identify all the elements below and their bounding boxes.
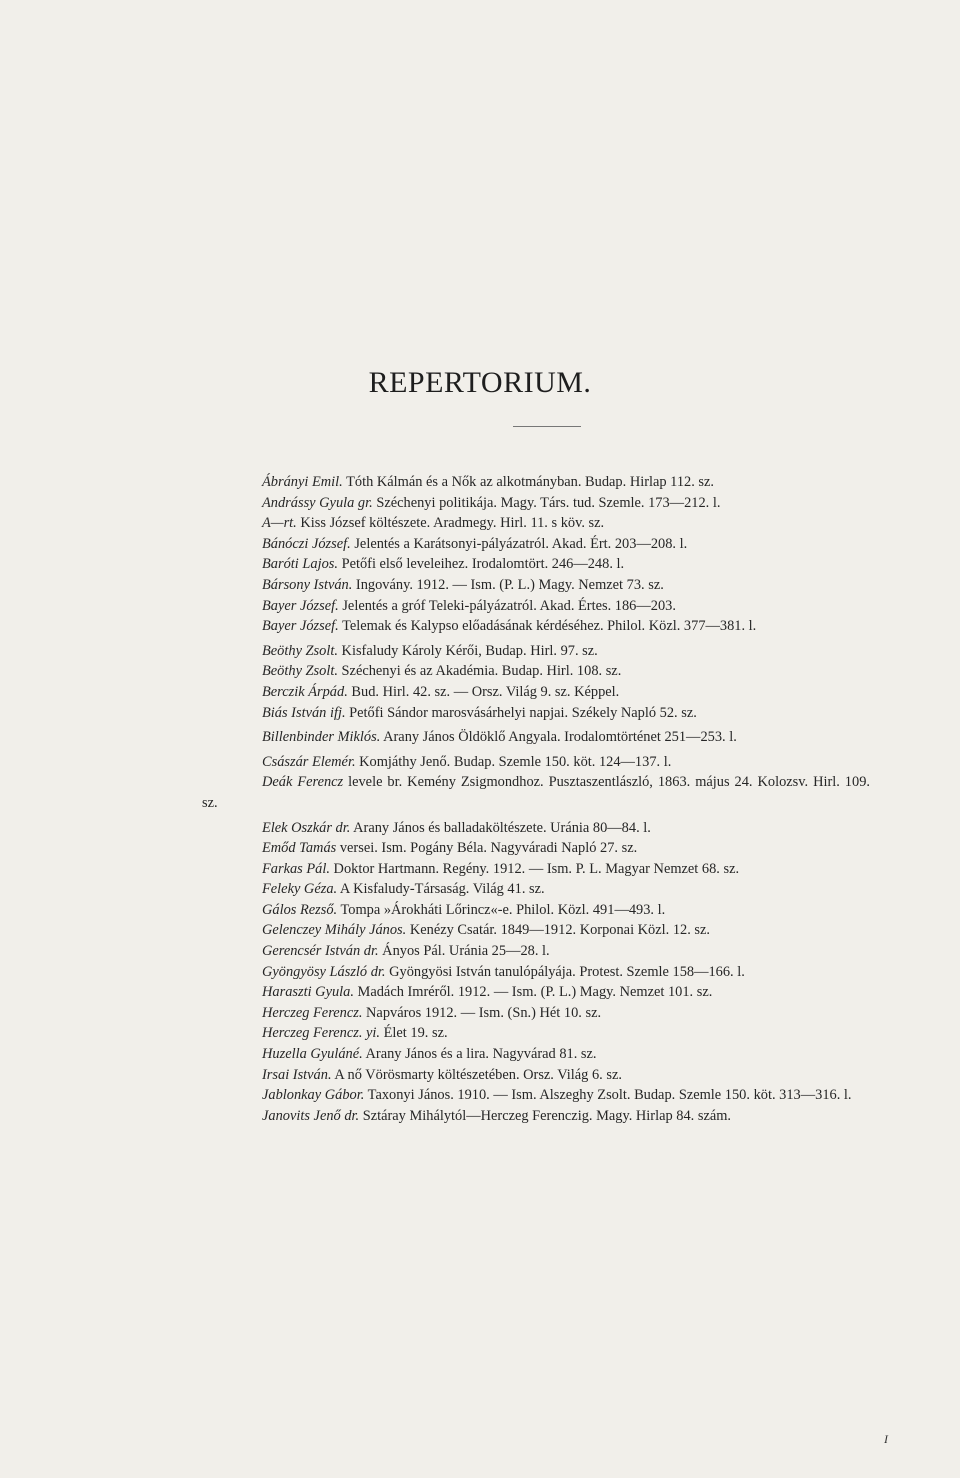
entry-text: Jelentés a gróf Teleki-pályázatról. Akad. Értes. 186—203. [338, 597, 676, 614]
entry-author: Andrássy Gyula gr. [262, 494, 373, 511]
entry-author: Biás István ifj. [262, 704, 346, 721]
entry-author: Haraszti Gyula. [262, 984, 354, 1001]
entry-text: Telemak és Kalypso előadásának kérdéséhez. Philol. Közl. 377—381. l. [338, 618, 757, 635]
entry-text: Tóth Kálmán és a Nők az alkotmányban. Budap. Hirlap 112. sz. [342, 474, 715, 490]
entry-author: Herczeg Ferencz. [262, 1004, 363, 1021]
bibliography-entry [202, 772, 870, 813]
entry-text: Tompa »Árokháti Lőrincz«-e. Philol. Közl. 491—493. l. [337, 901, 666, 918]
entry-author: Elek Oszkár dr. [262, 819, 351, 836]
entry-author: Bayer József. [262, 618, 339, 635]
entry-text: Doktor Hartmann. Regény. 1912. — Ism. P. L. Magyar Nemzet 68. sz. [329, 860, 740, 877]
bibliography-entry [202, 941, 870, 962]
bibliography-entry [202, 1106, 870, 1127]
bibliography-entry [202, 641, 870, 662]
bibliography-entry [202, 1065, 870, 1086]
bibliography-entry [202, 900, 870, 921]
entry-text: versei. Ism. Pogány Béla. Nagyváradi Napló 27. sz. [336, 840, 638, 857]
entry-author: Beöthy Zsolt. [262, 663, 338, 680]
bibliography-entry [202, 879, 870, 900]
entry-text: Arany János és a lira. Nagyvárad 81. sz. [362, 1046, 597, 1063]
bibliography-entry [202, 818, 870, 839]
entry-text: A nő Vörösmarty költészetében. Orsz. Világ 6. sz. [331, 1066, 622, 1083]
bibliography-entry [202, 616, 870, 637]
entry-text: Madách Imréről. 1912. — Ism. (P. L.) Magy. Nemzet 101. sz. [353, 984, 713, 1001]
page-title: REPERTORIUM. [368, 366, 592, 399]
bibliography-entry [202, 534, 870, 555]
entry-text: Petőfi első leveleihez. Irodalomtört. 246—248. l. [337, 556, 625, 573]
bibliography-entry [202, 575, 870, 596]
entry-text: Taxonyi János. 1910. — Ism. Alszeghy Zsolt. Budap. Szemle 150. köt. 313—316. l. [364, 1087, 852, 1104]
entry-author: A—rt. [262, 515, 297, 532]
bibliography-entry [202, 1023, 870, 1044]
entry-author: Huzella Gyuláné. [262, 1046, 363, 1063]
entry-author: Császár Elemér. [262, 753, 356, 770]
entry-author: Bayer József. [262, 597, 339, 614]
entry-author: Herczeg Ferencz. yi. [262, 1025, 381, 1042]
entry-text: Kisfaludy Károly Kérői, Budap. Hirl. 97. sz. [337, 642, 598, 659]
bibliography-entry [202, 838, 870, 859]
entry-author: Billenbinder Miklós. [262, 729, 381, 746]
entry-text: Sztáray Mihálytól—Herczeg Ferenczig. Magy. Hirlap 84. szám. [359, 1107, 732, 1124]
bibliography-entry [202, 682, 870, 703]
bibliography-entry [202, 962, 870, 983]
bibliography-entry [202, 752, 870, 773]
entry-text: Ingovány. 1912. — Ism. (P. L.) Magy. Nemzet 73. sz. [352, 576, 664, 593]
bibliography-entry [202, 1003, 870, 1024]
entry-text: Széchenyi politikája. Magy. Társ. tud. Szemle. 173—212. l. [372, 494, 721, 511]
entry-author: Baróti Lajos. [262, 556, 338, 573]
entry-text: Kenézy Csatár. 1849—1912. Korponai Közl. 12. sz. [406, 922, 711, 939]
bibliography-entry [202, 1085, 870, 1106]
bibliography-entry [202, 859, 870, 880]
bibliography-entry [202, 493, 870, 514]
entry-text: Ányos Pál. Uránia 25—28. l. [378, 943, 550, 960]
entry-author: Bársony István. [262, 576, 353, 593]
entry-text: levele br. Kemény Zsigmondhoz. Pusztaszentlászló, 1863. május 24. Kolozsv. Hirl. 109. sz. [202, 774, 870, 811]
entry-text: Petőfi Sándor marosvásárhelyi napjai. Székely Napló 52. sz. [345, 704, 697, 721]
entry-author: Jablonkay Gábor. [262, 1087, 365, 1104]
bibliography-entry [202, 982, 870, 1003]
printer-mark: I [884, 1432, 888, 1446]
entry-text: Bud. Hirl. 42. sz. — Orsz. Világ 9. sz. Képpel. [347, 683, 620, 700]
entry-author: Janovits Jenő dr. [262, 1107, 360, 1124]
entry-author: Beöthy Zsolt. [262, 642, 338, 659]
entry-text: Gyöngyösi István tanulópályája. Protest. Szemle 158—166. l. [385, 963, 745, 980]
bibliography-entry [202, 513, 870, 534]
bibliography-list [202, 472, 870, 1126]
entry-author: Ábrányi Emil. [262, 474, 343, 490]
entry-text: Napváros 1912. — Ism. (Sn.) Hét 10. sz. [362, 1004, 602, 1021]
bibliography-entry [202, 703, 870, 724]
entry-text: Komjáthy Jenő. Budap. Szemle 150. köt. 124—137. l. [355, 753, 672, 770]
entry-author: Gyöngyösy László dr. [262, 963, 386, 980]
entry-author: Emőd Tamás [262, 840, 337, 857]
bibliography-entry [202, 920, 870, 941]
entry-author: Bánóczi József. [262, 535, 351, 552]
entry-author: Irsai István. [262, 1066, 332, 1083]
bibliography-entry [202, 661, 870, 682]
bibliography-entry [202, 596, 870, 617]
entry-text: Kiss József költészete. Aradmegy. Hirl. 11. s köv. sz. [296, 515, 605, 532]
entry-text: A Kisfaludy-Társaság. Világ 41. sz. [337, 881, 545, 898]
entry-author: Gálos Rezső. [262, 901, 338, 918]
entry-text: Jelentés a Karátsonyi-pályázatról. Akad. Ért. 203—208. l. [350, 535, 688, 552]
bibliography-entry [202, 472, 870, 493]
entry-text: Széchenyi és az Akadémia. Budap. Hirl. 108. sz. [337, 663, 622, 680]
entry-text: Arany János Öldöklő Angyala. Irodalomtörténet 251—253. l. [380, 729, 737, 746]
entry-text: Arany János és balladaköltészete. Uránia 80—84. l. [350, 819, 651, 836]
entry-author: Feleky Géza. [262, 881, 338, 898]
bibliography-entry [202, 1044, 870, 1065]
bibliography-entry [202, 554, 870, 575]
entry-author: Gelenczey Mihály János. [262, 922, 407, 939]
entry-author: Berczik Árpád. [262, 683, 348, 700]
entry-text: Élet 19. sz. [380, 1025, 448, 1042]
entry-author: Deák Ferencz [262, 774, 344, 791]
entry-author: Farkas Pál. [262, 860, 330, 877]
bibliography-entry [202, 727, 870, 748]
entry-author: Gerencsér István dr. [262, 943, 379, 960]
title-divider [513, 426, 581, 427]
